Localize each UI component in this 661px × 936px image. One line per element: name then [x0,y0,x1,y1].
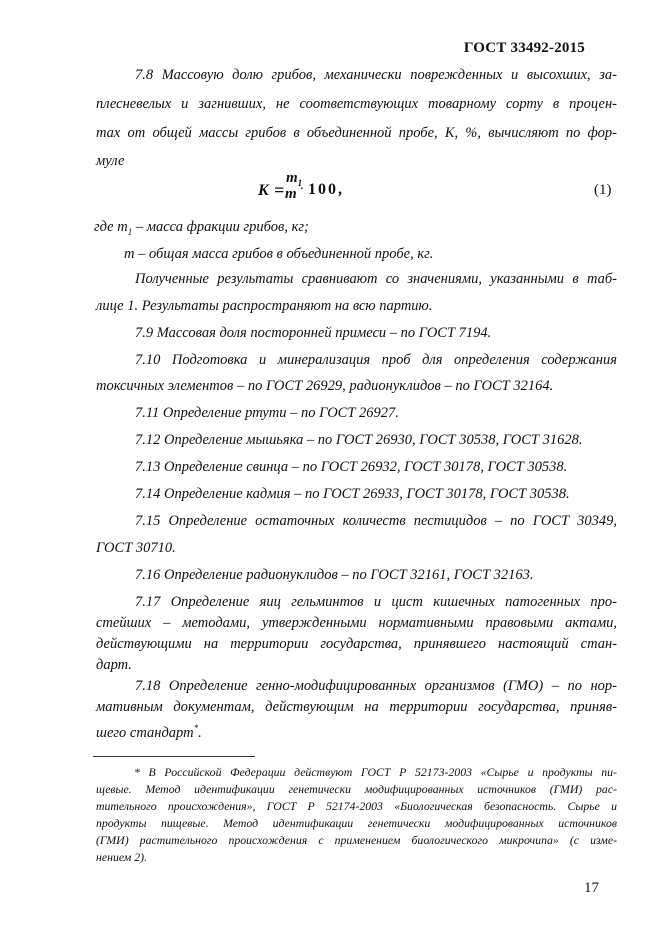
where-line-2: m – общая масса грибов в объединенной пробе, кг. [124,246,434,262]
footnote-line-5: (ГМИ) растительного происхождения с применением биологического микрочипа» (с изме- [96,833,617,847]
para-7-14: 7.14 Определение кадмия – по ГОСТ 26933, ГОСТ 30178, ГОСТ 30538. [135,486,570,502]
para-7-10-line-1: 7.10 Подготовка и минерализация проб для определения содержания [135,352,617,368]
para-7-17-line-1: 7.17 Определение яиц гельминтов и цист кишечных патогенных про- [135,594,617,610]
formula-hundred: 100, [308,181,344,198]
para-7-16: 7.16 Определение радионуклидов – по ГОСТ 32161, ГОСТ 32163. [135,567,534,583]
where-line-1: где $m_1$ – масса фракции грибов, кг; [94,219,309,237]
footnote-line-4: продукты пищевые. Метод идентификации генетически модифицированных источников [96,816,617,830]
equation-number: (1) [594,182,612,198]
footnote-separator [93,756,255,757]
para-7-11: 7.11 Определение ртути – по ГОСТ 26927. [135,405,399,421]
para-7-9: 7.9 Массовая доля посторонней примеси – по ГОСТ 7194. [135,325,492,341]
para-7-15-line-1: 7.15 Определение остаточных количеств пестицидов – по ГОСТ 30349, [135,513,617,529]
document-header: ГОСТ 33492-2015 [463,40,585,56]
footnote-line-1: * В Российской Федерации действуют ГОСТ Р 52173-2003 «Сырье и продукты пи- [134,765,617,779]
para-7-12: 7.12 Определение мышьяка – по ГОСТ 26930, ГОСТ 30538, ГОСТ 31628. [135,432,583,448]
footnote-line-3: тительного происхождения», ГОСТ Р 52174-2003 «Биологическая безопасность. Сырье и [96,799,617,813]
formula-equals: = [274,180,285,200]
footnote-line-2: щевые. Метод идентификации генетически модифицированных источников (ГМИ) рас- [96,782,617,796]
para-7-10-line-2: токсичных элементов – по ГОСТ 26929, радионуклидов – по ГОСТ 32164. [96,378,554,394]
para-7-17-line-2: стейших – методами, утвержденными нормативными правовыми актами, [96,615,617,631]
para-results-line-2: лице 1. Результаты распространяют на всю партию. [96,298,433,314]
para-7-17-line-4: дарт. [96,657,132,673]
formula-k-symbol: K [258,182,269,199]
para-7-18-line-2: мативным документам, действующим на территории государства, приняв- [96,699,617,715]
formula-numerator: $m_1$ [286,170,303,188]
para-7-15-line-2: ГОСТ 30710. [96,540,176,556]
body-line-3: тах от общей массы грибов в объединенной пробе, К, %, вычисляют по фор- [96,125,617,141]
formula-denominator: m [285,186,297,202]
formula-multiply: · [300,182,304,197]
body-line-2: плесневелых и загнивших, не соответствующих товарному сорту в процен- [96,96,617,112]
footnote-marker: * [193,723,199,733]
footnote-line-6: нением 2). [96,850,148,864]
body-line-1: 7.8 Массовую долю грибов, механически поврежденных и высохших, за- [135,67,617,83]
page-number: 17 [584,880,599,896]
para-7-18-line-3: шего стандарт*. [96,723,202,741]
para-7-18-line-1: 7.18 Определение генно-модифицированных организмов (ГМО) – по нор- [135,678,617,694]
para-results-line-1: Полученные результаты сравнивают со значениями, указанными в таб- [135,271,617,287]
para-7-17-line-3: действующими на территории государства, принявшего настоящий стан- [96,636,617,652]
para-7-13: 7.13 Определение свинца – по ГОСТ 26932, ГОСТ 30178, ГОСТ 30538. [135,459,568,475]
formula-k [258,170,378,206]
body-line-4: муле [96,153,125,169]
